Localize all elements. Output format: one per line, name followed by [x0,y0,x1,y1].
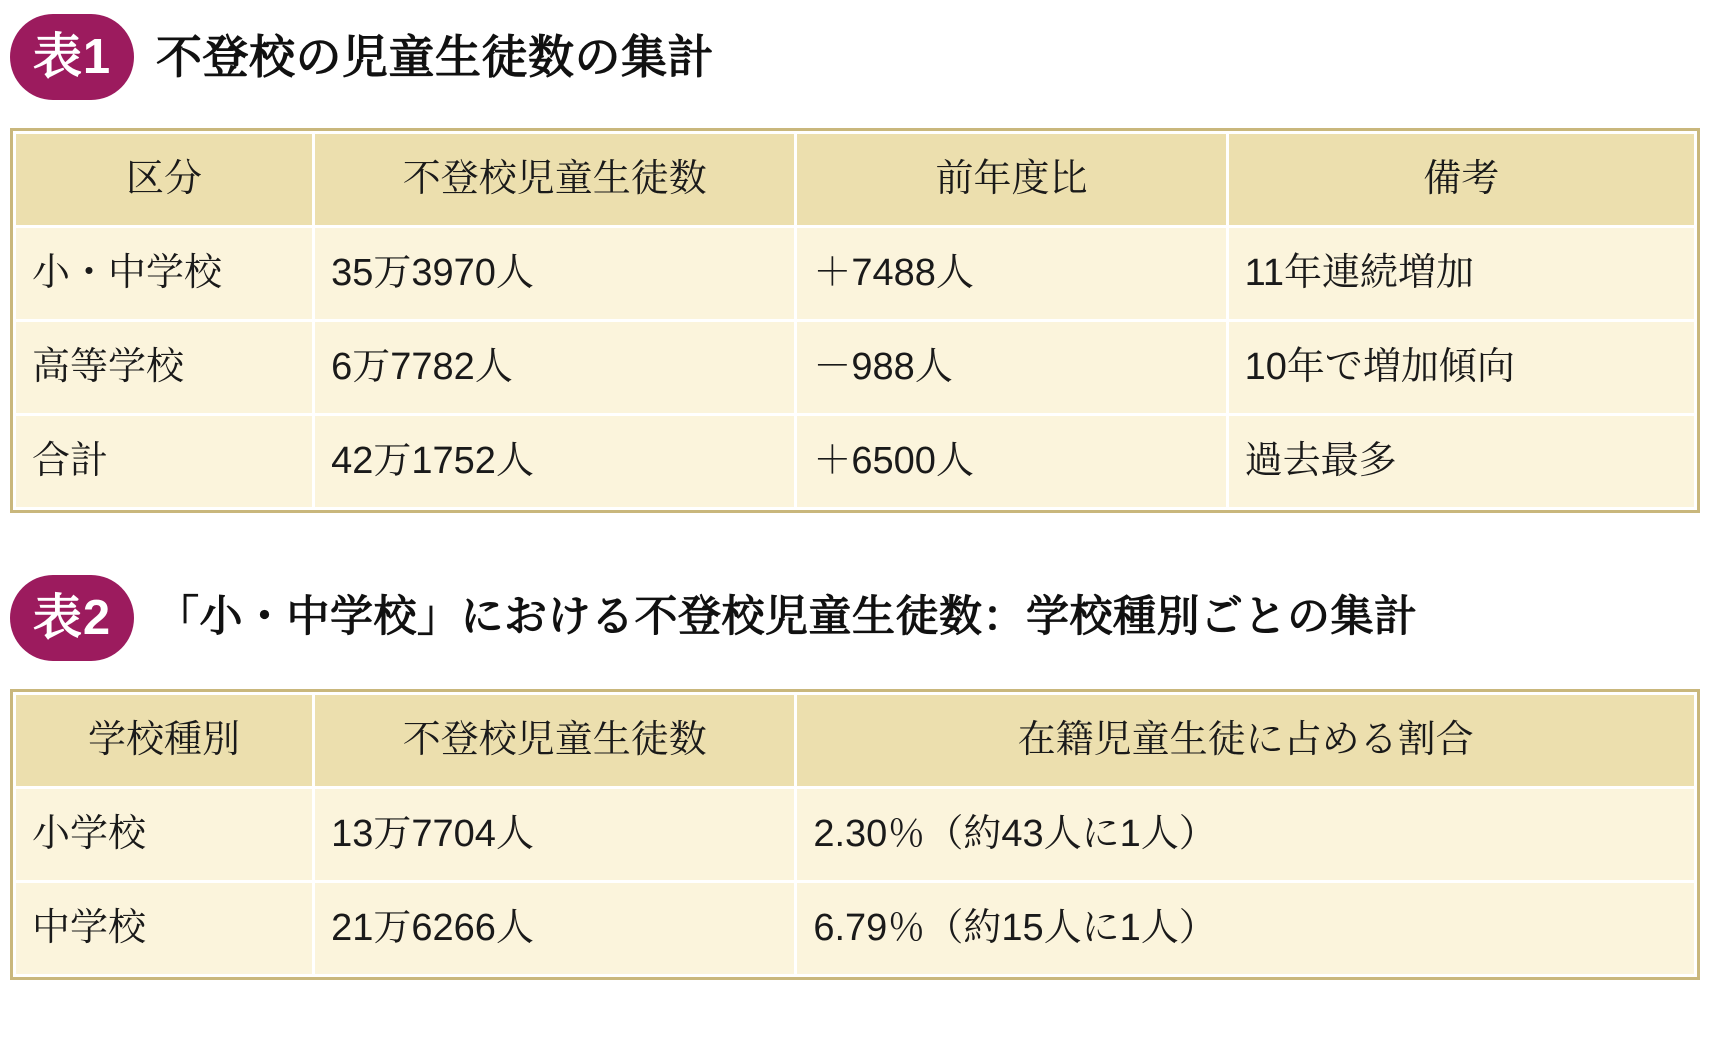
table1-header-cell: 不登校児童生徒数 [314,133,796,227]
table1-heading [10,14,1700,100]
table1-header-cell: 区分 [15,133,314,227]
table2 [13,692,1697,977]
table2-wrapper [10,689,1700,980]
table2-cell: 小学校 [15,788,314,882]
table1-title: 不登校の児童生徒数の集計 [156,30,714,83]
table-row [15,227,1696,321]
table1-wrapper [10,128,1700,513]
table1-cell: 11年連続増加 [1227,227,1695,321]
table1-cell: 35万3970人 [314,227,796,321]
table2-heading-gap [10,661,1700,689]
table2-cell: 6.79％（約15人に1人） [796,882,1696,976]
table2-cell: 中学校 [15,882,314,976]
table1-cell: ＋7488人 [796,227,1227,321]
table2-header-row [15,694,1696,788]
section-gap [10,513,1700,575]
table-row [15,321,1696,415]
top-spacer [10,0,1700,14]
table1-cell: －988人 [796,321,1227,415]
table1-header-cell: 前年度比 [796,133,1227,227]
table2-cell: 21万6266人 [314,882,796,976]
table1-header-cell: 備考 [1227,133,1695,227]
table-row [15,415,1696,509]
table2-title: 「小・中学校」における不登校児童生徒数：学校種別ごとの集計 [156,593,1418,642]
table2-cell: 2.30％（約43人に1人） [796,788,1696,882]
table1-cell: 10年で増加傾向 [1227,321,1695,415]
table1-cell: 小・中学校 [15,227,314,321]
table1-cell: 6万7782人 [314,321,796,415]
table1-header-row [15,133,1696,227]
table2-header-cell: 不登校児童生徒数 [314,694,796,788]
table2-badge: 表2 [10,575,134,661]
table2-heading [10,575,1700,661]
table1-badge: 表1 [10,14,134,100]
table2-header-cell: 在籍児童生徒に占める割合 [796,694,1696,788]
table1-cell: 42万1752人 [314,415,796,509]
table1-cell: ＋6500人 [796,415,1227,509]
table2-header-cell: 学校種別 [15,694,314,788]
table1 [13,131,1697,510]
table-row [15,882,1696,976]
table1-heading-gap [10,100,1700,128]
table2-cell: 13万7704人 [314,788,796,882]
table1-cell: 過去最多 [1227,415,1695,509]
table1-cell: 高等学校 [15,321,314,415]
table1-cell: 合計 [15,415,314,509]
table-row [15,788,1696,882]
